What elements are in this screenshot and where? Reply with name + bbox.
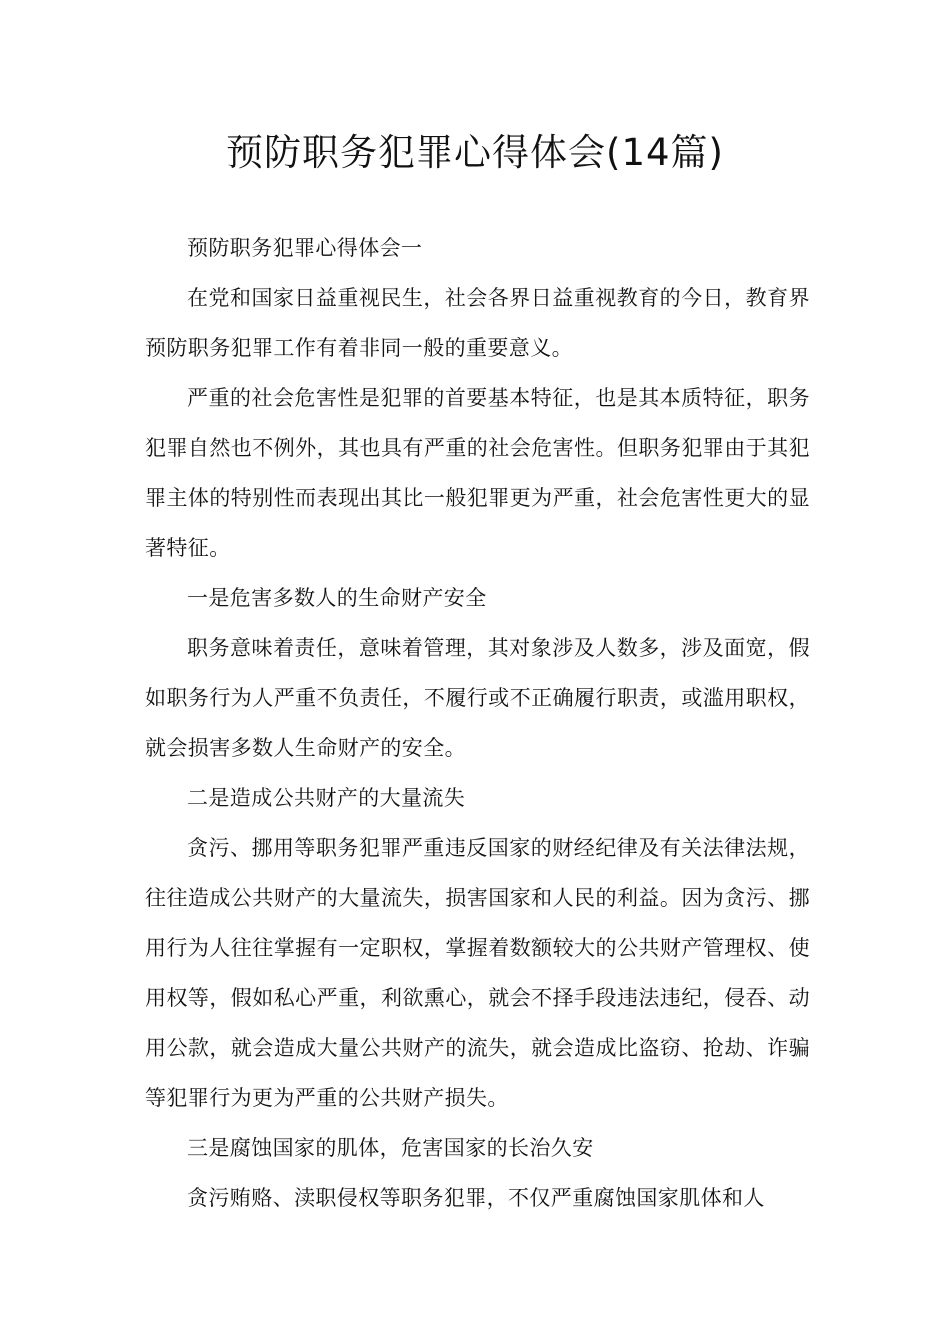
paragraph: 贪污、挪用等职务犯罪严重违反国家的财经纪律及有关法律法规，往往造成公共财产的大量流失，损害国家和人民的利益。因为贪污、挪用行为人往往掌握有一定职权，掌握着数额较大的公共财产管理权、使用权等，假如私心严重，利欲熏心，就会不择手段违法违纪，侵吞、动用公款，就会造成大量公共财产的流失，就会造成比盗窃、抢劫、诈骗等犯罪行为更为严重的公共财产损失。 <box>145 836 810 1110</box>
subheading: 三是腐蚀国家的肌体，危害国家的长治久安 <box>187 1136 594 1160</box>
paragraph: 贪污贿赂、渎职侵权等职务犯罪，不仅严重腐蚀国家肌体和人 <box>187 1186 765 1210</box>
document-body <box>145 223 810 1223</box>
paragraph: 严重的社会危害性是犯罪的首要基本特征，也是其本质特征，职务犯罪自然也不例外，其也具有严重的社会危害性。但职务犯罪由于其犯罪主体的特别性而表现出其比一般犯罪更为严重，社会危害性更大的显著特征。 <box>145 386 810 560</box>
paragraph: 职务意味着责任，意味着管理，其对象涉及人数多，涉及面宽，假如职务行为人严重不负责任，不履行或不正确履行职责，或滥用职权，就会损害多数人生命财产的安全。 <box>145 636 810 760</box>
section-heading: 预防职务犯罪心得体会一 <box>187 236 423 260</box>
paragraph: 在党和国家日益重视民生，社会各界日益重视教育的今日，教育界预防职务犯罪工作有着非同一般的重要意义。 <box>145 286 810 360</box>
subheading: 二是造成公共财产的大量流失 <box>187 786 466 810</box>
document-title: 预防职务犯罪心得体会(14篇) <box>226 131 724 174</box>
subheading: 一是危害多数人的生命财产安全 <box>187 586 487 610</box>
